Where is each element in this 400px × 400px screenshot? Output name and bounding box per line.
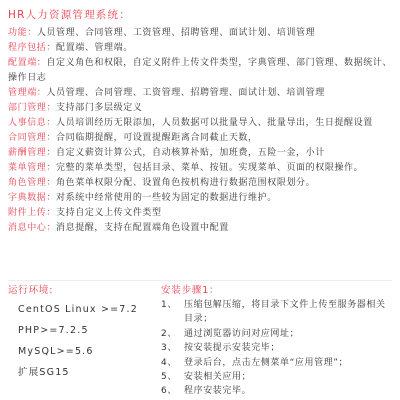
description-label: 部门管理： [8,103,57,113]
description-text: 完整的菜单类型，包括目录、菜单、按钮。实现菜单、页面的权限操作。 [56,163,364,173]
install-step [161,370,395,384]
description-label: 字典数据： [8,193,57,203]
description-item [8,176,394,191]
environment-item: CentOS Linux >=7.2 [18,304,138,315]
install-steps-list [161,298,395,399]
description-item [8,56,394,86]
description-label: 消息中心： [8,223,57,233]
description-item [8,221,394,236]
install-step [161,384,395,398]
step-text: 程序安装完毕。 [184,386,252,397]
environment-item: MySQL>=5.6 [18,346,94,357]
step-text: 压缩包解压缩，将目录下文件上传至服务器相关目录； [184,300,386,325]
step-number: 5、 [161,372,177,383]
description-label: 配置端： [8,58,47,68]
description-label: 附件上传： [8,208,57,218]
description-item [8,191,394,206]
description-label: 薪酬管理： [8,148,57,158]
environment-title: 运行环境: [8,285,54,296]
description-item [8,146,394,161]
install-step [161,327,395,341]
step-number: 2、 [161,328,177,339]
environment-list [18,299,138,383]
step-text: 安装相关应用； [184,372,252,383]
description-label: 功能： [8,28,37,38]
description-text: 角色菜单权限分配、设置角色按机构进行数据范围权限划分。 [56,178,316,188]
description-text: 人员管理、合同管理、工资管理、招聘管理、面试计划、培训管理 [46,88,325,98]
description-text: 合同临期提醒，可设置提醒距离合同截止天数， [56,133,258,143]
step-text: 通过浏览器访问对应网址； [184,328,300,339]
step-number: 1、 [161,300,177,310]
install-steps-title: 安装步骤1： [161,285,220,296]
description-item [8,26,394,41]
description-item [8,161,394,176]
description-item [8,41,394,56]
page-title: HR人力资源管理系统： [8,9,131,21]
description-label: 菜单管理： [8,163,57,173]
description-text: 支持部门多层级定义 [56,103,143,113]
install-step [161,356,395,370]
environment-item: 扩展SG15 [18,367,70,378]
description-text: 人员管理、合同管理、工资管理、招聘管理、面试计划、培训管理 [36,28,316,38]
feature-description [8,26,394,236]
step-text: 登录后台，点击左侧菜单“应用管理”； [184,357,349,368]
description-text: 自定义角色和权限，自定义附件上传文件类型，字典管理、部门管理、数据统计、操作日志 [8,58,393,83]
description-label: 人事信息： [8,118,57,128]
step-number: 3、 [161,343,177,354]
description-text: 人员培训经历无限添加，人员数据可以批量导入、批量导出，生日提醒设置 [56,118,373,128]
description-item [8,101,394,116]
description-text: 消息提醒，支持在配置端角色设置中配置 [56,223,229,233]
description-item [8,116,394,131]
step-text: 按安装提示安装完毕； [184,343,281,354]
install-step [161,298,395,327]
install-step [161,341,395,355]
description-label: 合同管理： [8,133,57,143]
description-text: 对系统中经常使用的一些较为固定的数据进行维护。 [56,193,277,203]
description-item [8,86,394,101]
section-divider [8,280,392,281]
description-label: 程序包括： [8,43,57,53]
step-number: 6、 [161,386,177,397]
description-item [8,131,394,146]
description-text: 配置端、管理端。 [56,43,133,53]
description-label: 管理端： [8,88,47,98]
description-label: 角色管理： [8,178,57,188]
description-text: 支持自定义上传文件类型 [56,208,162,218]
step-number: 4、 [161,357,177,368]
description-text: 自定义薪资计算公式，自动核算补贴，加班费，五险一金，小计 [56,148,325,158]
environment-item: PHP>=7.2.5 [18,325,89,336]
description-item [8,206,394,221]
